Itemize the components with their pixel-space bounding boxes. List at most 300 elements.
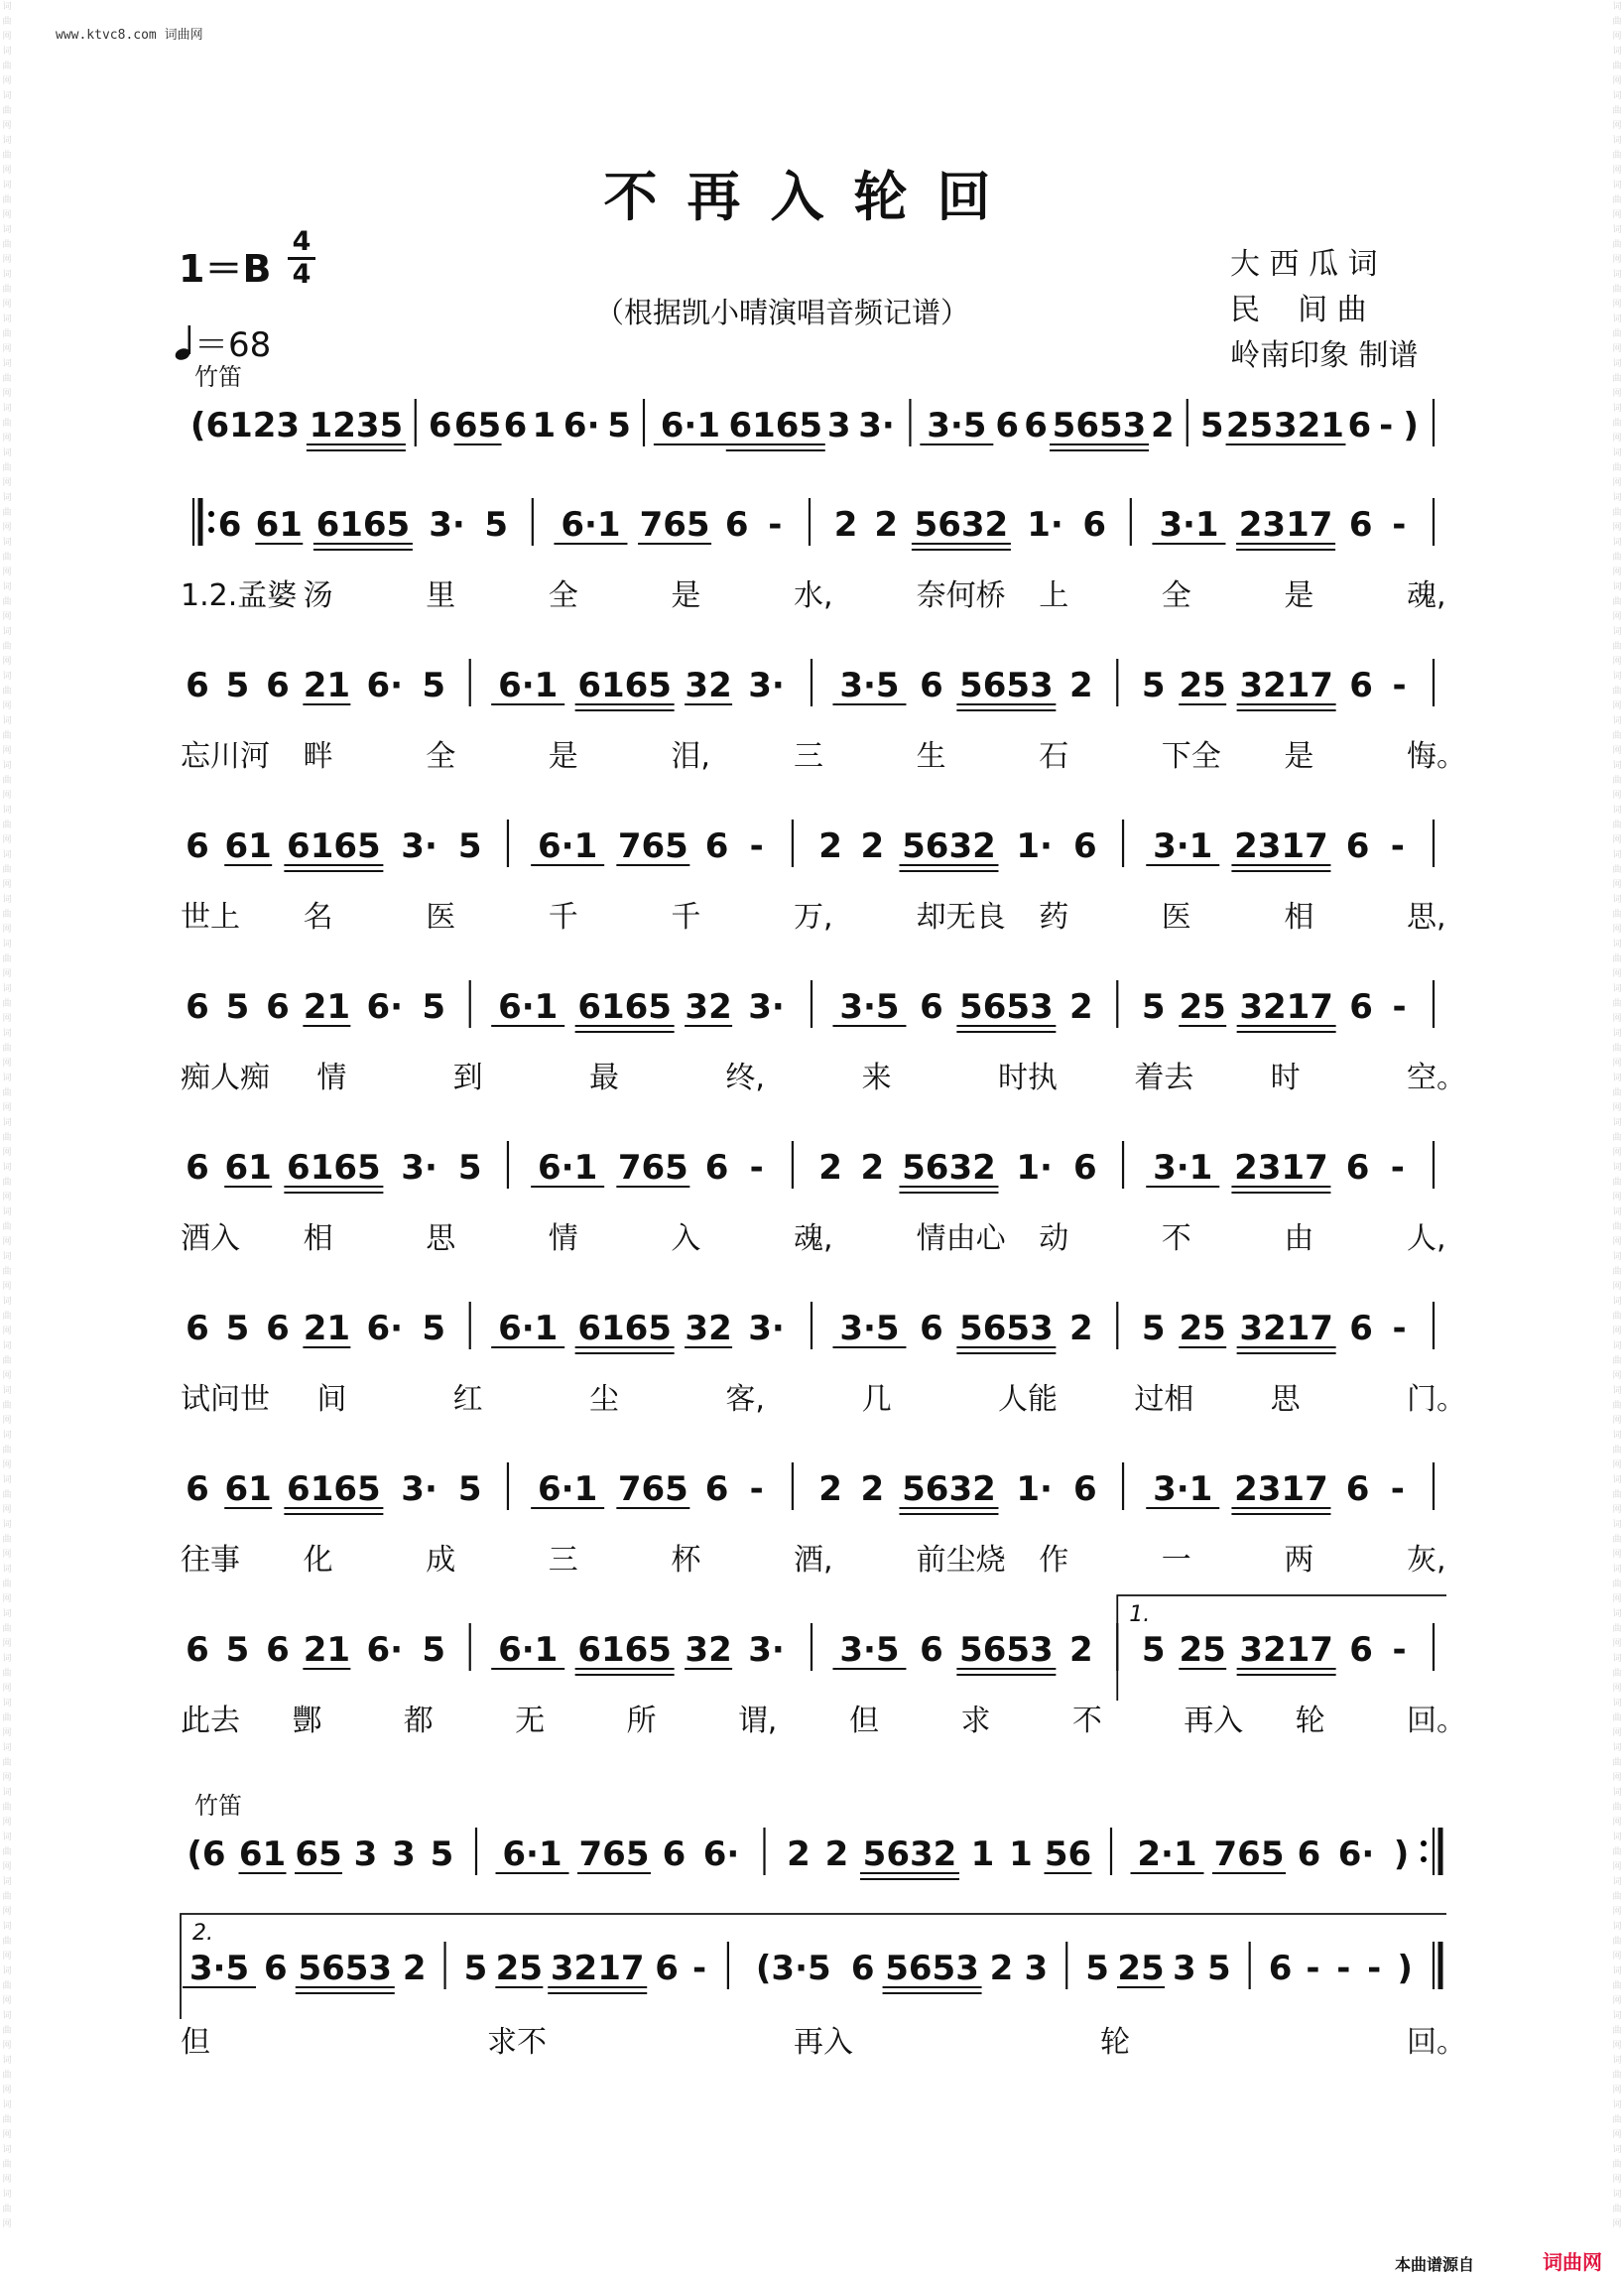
watermark-char: 网 (2, 434, 12, 443)
note-group: 3· (748, 666, 785, 705)
note-group: ) (1397, 1949, 1413, 1988)
note-group: 5 (422, 1309, 446, 1348)
watermark-char: 曲 (1612, 2160, 1622, 2170)
note-group: 5632 (862, 1834, 957, 1874)
note-group: 6· (366, 987, 404, 1027)
note-group: 6 (1345, 1148, 1370, 1188)
lyric-syllable: 石 (1039, 739, 1069, 774)
note-group: 6· (562, 406, 600, 445)
watermark-char: 词 (1612, 1207, 1622, 1217)
lyric-syllable: 泪, (671, 739, 710, 774)
watermark-char: 曲 (2, 1401, 12, 1411)
watermark-char: 曲 (2, 1937, 12, 1947)
note-group: 25 (1117, 1949, 1165, 1988)
watermark-char: 词 (1612, 2100, 1622, 2110)
note-group: 6165 (315, 505, 411, 545)
watermark-char: 词 (2, 359, 12, 369)
watermark-char: 词 (1612, 1833, 1622, 1842)
watermark-char: 词 (2, 1833, 12, 1842)
watermark-char: 网 (1612, 1237, 1622, 1247)
watermark-char: 曲 (2, 1446, 12, 1455)
watermark-char: 曲 (1612, 329, 1622, 339)
note-group: - (749, 1148, 764, 1188)
watermark-char: 词 (1612, 493, 1622, 503)
note-group: 3 (826, 406, 851, 445)
tempo-value: ＝68 (194, 325, 272, 365)
watermark-char: 网 (1612, 76, 1622, 86)
note-group: - (1392, 1309, 1407, 1348)
watermark-char: 词 (1612, 1788, 1622, 1798)
note-group: 2 (860, 826, 885, 866)
watermark-char: 词 (2, 404, 12, 414)
lyric-syllable: 几 (861, 1382, 892, 1417)
note-group: 3·5 (839, 1630, 900, 1670)
watermark-char: 曲 (1612, 910, 1622, 920)
watermark-char: 曲 (2, 954, 12, 964)
watermark-char: 网 (1612, 32, 1622, 42)
watermark-char: 曲 (1612, 1803, 1622, 1813)
watermark-char: 网 (2, 1996, 12, 2006)
watermark-char: 网 (2, 2130, 12, 2140)
watermark-char: 网 (2, 2219, 12, 2229)
watermark-char: 网 (1612, 746, 1622, 756)
watermark-char: 词 (2, 1609, 12, 1619)
watermark-char: 网 (2, 657, 12, 667)
lyric-syllable: 轮 (1100, 2025, 1130, 2060)
volta-second-ending-number: 2. (192, 1921, 213, 1946)
note-group: 6 (1268, 1949, 1293, 1988)
watermark-char: 词 (2, 1252, 12, 1262)
note-group: 6·1 (538, 826, 598, 866)
watermark-char: 词 (2, 270, 12, 280)
watermark-char: 词 (2, 448, 12, 458)
note-group: 6 (1073, 1469, 1097, 1509)
time-signature-top: 4 (292, 226, 312, 257)
watermark-char: 网 (2, 166, 12, 176)
watermark-char: 曲 (2, 776, 12, 786)
watermark-char: 词 (1612, 1654, 1622, 1664)
note-group: - (1392, 666, 1407, 705)
watermark-char: 曲 (1612, 1312, 1622, 1322)
note-group: 6· (702, 1834, 740, 1874)
watermark-char: 词 (1612, 1565, 1622, 1575)
watermark-char: 词 (2, 1520, 12, 1530)
lyric-syllable: 入 (671, 1221, 701, 1256)
watermark-char: 词 (1612, 538, 1622, 548)
watermark-char: 曲 (1612, 731, 1622, 741)
watermark-char: 曲 (2, 821, 12, 830)
watermark-char: 网 (1612, 2219, 1622, 2229)
note-group: 3217 (1239, 666, 1333, 705)
watermark-char: 网 (2, 1639, 12, 1649)
note-group: 32 (685, 987, 732, 1027)
note-group: 3 (1173, 1949, 1196, 1988)
watermark-char: 词 (2, 850, 12, 860)
watermark-char: 曲 (2, 419, 12, 429)
note-group: 6165 (577, 1630, 672, 1670)
lyric-syllable: 水, (794, 578, 833, 613)
note-group: 2 (1068, 987, 1093, 1027)
watermark-char: 词 (2, 47, 12, 57)
note-group: 6 (1082, 505, 1107, 545)
watermark-char: 曲 (1612, 1356, 1622, 1366)
watermark-char: 曲 (2, 1267, 12, 1277)
interlude-instrument-label: 竹笛 (194, 1792, 242, 1820)
lyric-syllable: 由 (1284, 1221, 1314, 1256)
note-group: 6· (366, 666, 404, 705)
lyric-syllable: 尘 (589, 1382, 619, 1417)
note-group: 765 (1213, 1834, 1285, 1874)
note-group: 5 (1141, 1309, 1166, 1348)
note-group: 21 (303, 1309, 351, 1348)
note-group: 6 (1349, 987, 1373, 1027)
watermark-char: 网 (1612, 791, 1622, 801)
watermark-char: 词 (1612, 895, 1622, 905)
lyric-syllable: 三 (794, 739, 823, 774)
lyric-syllable: 所 (626, 1704, 657, 1738)
note-group: 25 (495, 1949, 543, 1988)
note-group: 6·1 (498, 987, 559, 1027)
watermark-char: 词 (2, 2056, 12, 2066)
watermark-char: 曲 (2, 1847, 12, 1857)
lyric-syllable: 万, (794, 900, 833, 935)
lyric-syllable: 思, (1407, 900, 1446, 935)
lyric-syllable: 成 (426, 1543, 456, 1578)
lyric-syllable: 魂, (794, 1221, 833, 1256)
note-group: 6 (1345, 1469, 1370, 1509)
note-group: 6 (217, 505, 242, 545)
lyric-syllable: 无 (515, 1704, 546, 1738)
note-group: 3·5 (839, 987, 900, 1027)
watermark-char: 曲 (2, 1892, 12, 1902)
note-group: 6· (1337, 1834, 1375, 1874)
watermark-char: 网 (2, 300, 12, 310)
watermark-char: 网 (2, 523, 12, 533)
watermark-char: 曲 (2, 642, 12, 652)
note-group: 6· (366, 1630, 404, 1670)
watermark-char: 曲 (2, 374, 12, 384)
watermark-char: 词 (2, 1788, 12, 1798)
note-group: 5 (1199, 406, 1224, 445)
watermark-char: 词 (1612, 448, 1622, 458)
watermark-char: 词 (1612, 2011, 1622, 2021)
lyric-syllable: 千 (671, 900, 701, 935)
note-group: 6 (1349, 666, 1373, 705)
note-group: 61 (224, 1148, 272, 1188)
watermark-char: 曲 (1612, 954, 1622, 964)
watermark-char: 曲 (1612, 1178, 1622, 1188)
watermark-char: 曲 (2, 910, 12, 920)
watermark-char: 词 (1612, 806, 1622, 816)
watermark-char: 网 (2, 1684, 12, 1694)
watermark-char: 曲 (2, 1535, 12, 1545)
note-group: 3· (401, 1148, 437, 1188)
time-signature-bottom: 4 (292, 259, 312, 290)
note-group: 2317 (1238, 505, 1333, 545)
watermark-char: 词 (1612, 2190, 1622, 2200)
note-group: 6 (704, 1148, 729, 1188)
lyric-syllable: 情由心 (916, 1221, 1006, 1256)
watermark-char: 曲 (2, 106, 12, 116)
note-group: 5632 (914, 505, 1009, 545)
watermark-char: 词 (2, 1966, 12, 1976)
note-group: 5653 (959, 1309, 1054, 1348)
watermark-char: 曲 (2, 1981, 12, 1991)
note-group: 6165 (577, 666, 672, 705)
watermark-char: 词 (1612, 850, 1622, 860)
lyric-syllable: 最 (589, 1061, 619, 1095)
note-group: 6 (1024, 406, 1048, 445)
watermark-char: 网 (1612, 1059, 1622, 1069)
lyric-syllable: 里 (426, 578, 456, 613)
watermark-char: 词 (2, 1877, 12, 1887)
lyric-syllable: 相 (1284, 900, 1314, 935)
watermark-char: 词 (1612, 2145, 1622, 2155)
lyric-syllable: 情 (548, 1221, 578, 1256)
watermark-char: 词 (2, 984, 12, 994)
note-group: 2 (833, 505, 858, 545)
lyric-syllable: 忘川河 (181, 739, 270, 774)
watermark-char: 曲 (1612, 1044, 1622, 1054)
watermark-char: 曲 (2, 687, 12, 696)
note-group: 6 (266, 1309, 290, 1348)
watermark-char: 网 (2, 255, 12, 265)
watermark-char: 词 (1612, 1922, 1622, 1932)
lyric-syllable: 但 (181, 2025, 210, 2060)
note-group: - (1390, 1148, 1405, 1188)
watermark-char: 词 (2, 136, 12, 146)
note-group: 2 (818, 826, 842, 866)
watermark-char: 曲 (1612, 687, 1622, 696)
watermark-char: 网 (2, 1594, 12, 1604)
note-group: 5 (1141, 666, 1166, 705)
watermark-char: 网 (1612, 1416, 1622, 1426)
lyric-syllable: 往事 (181, 1543, 240, 1578)
watermark-char: 曲 (1612, 553, 1622, 563)
watermark-char: 网 (1612, 344, 1622, 354)
note-group: 5 (457, 1469, 482, 1509)
watermark-char: 曲 (1612, 285, 1622, 295)
transcription-note: （根据凯小晴演唱音频记谱） (595, 296, 970, 329)
watermark-char: 曲 (2, 1356, 12, 1366)
site-logo: 词曲网 (1543, 2250, 1602, 2274)
watermark-char: 词 (1612, 1074, 1622, 1083)
note-group: 3· (748, 987, 785, 1027)
watermark-char: 词 (1612, 1163, 1622, 1173)
note-group: 321 (1273, 406, 1344, 445)
note-group: 1· (1016, 1148, 1053, 1188)
watermark-char: 曲 (2, 2160, 12, 2170)
watermark-char: 网 (2, 1818, 12, 1828)
lyric-syllable: 求不 (487, 2025, 547, 2060)
note-group: 765 (617, 1148, 688, 1188)
watermark-char: 词 (2, 1386, 12, 1396)
watermark-char: 网 (2, 1103, 12, 1113)
note-group: 6165 (287, 1469, 381, 1509)
watermark-char: 网 (2, 478, 12, 488)
watermark-char: 曲 (1612, 1669, 1622, 1679)
note-group: 6 (920, 1630, 943, 1670)
note-group: - (1306, 1949, 1320, 1988)
watermark-char: 网 (2, 1952, 12, 1961)
watermark-char: 词 (2, 1029, 12, 1039)
note-group: 6165 (287, 1148, 381, 1188)
lyric-syllable: 悔。 (1407, 739, 1466, 774)
note-group: - (1336, 1949, 1351, 1988)
note-group: 6 (920, 987, 943, 1027)
note-group: 6 (995, 406, 1020, 445)
lyric-syllable: 灰, (1407, 1543, 1446, 1578)
watermark-char: 曲 (1612, 865, 1622, 875)
watermark-char: 曲 (2, 1178, 12, 1188)
watermark-char: 词 (2, 2, 12, 12)
lyric-syllable: 相 (303, 1221, 333, 1256)
note-group: 5653 (1052, 406, 1147, 445)
watermark-char: 词 (2, 91, 12, 101)
watermark-char: 词 (1612, 1297, 1622, 1307)
watermark-char: 词 (1612, 181, 1622, 190)
watermark-char: 词 (1612, 136, 1622, 146)
watermark-char: 词 (2, 2011, 12, 2021)
note-group: 1 (532, 406, 557, 445)
lyric-syllable: 空。 (1407, 1061, 1466, 1095)
watermark-char: 曲 (1612, 1758, 1622, 1768)
watermark-char: 词 (2, 181, 12, 190)
watermark-char: 词 (1612, 2056, 1622, 2066)
note-group: 1235 (309, 406, 404, 445)
watermark-char: 曲 (2, 1669, 12, 1679)
note-group: 765 (617, 1469, 688, 1509)
repeat-dot (208, 511, 214, 517)
note-group: 6·1 (498, 666, 559, 705)
note-group: 25 (1179, 666, 1226, 705)
note-group: 6 (186, 987, 209, 1027)
note-group: 6 (920, 666, 943, 705)
note-group: - (749, 826, 764, 866)
watermark-char: 曲 (1612, 1981, 1622, 1991)
note-group: ) (1403, 406, 1419, 445)
note-group: 6 (704, 826, 729, 866)
watermark-char: 词 (2, 2145, 12, 2155)
watermark-char: 网 (1612, 1639, 1622, 1649)
watermark-char: 网 (1612, 300, 1622, 310)
note-group: 2317 (1234, 826, 1328, 866)
watermark-char: 词 (1612, 1475, 1622, 1485)
note-group: 6 (1349, 1309, 1373, 1348)
watermark-char: 网 (1612, 1460, 1622, 1470)
note-group: 61 (238, 1834, 287, 1874)
watermark-char: 网 (2, 568, 12, 577)
note-group: 6 (1347, 406, 1372, 445)
watermark-char: 曲 (1612, 1446, 1622, 1455)
note-group: 2317 (1234, 1148, 1328, 1188)
watermark-char: 曲 (1612, 999, 1622, 1009)
note-group: 3·1 (1153, 826, 1213, 866)
watermark-char: 曲 (1612, 106, 1622, 116)
note-group: 3217 (1239, 987, 1333, 1027)
note-group: 32 (685, 1630, 732, 1670)
lyric-syllable: 门。 (1407, 1382, 1466, 1417)
note-group: 6165 (287, 826, 381, 866)
note-group: 5 (225, 1309, 250, 1348)
watermark-char: 网 (2, 1327, 12, 1336)
lyric-syllable: 试问世 (181, 1382, 270, 1417)
lyric-syllable: 间 (316, 1382, 347, 1417)
watermark-char: 网 (1612, 1907, 1622, 1917)
watermark-char: 词 (2, 1743, 12, 1753)
watermark-char: 词 (1612, 270, 1622, 280)
note-group: 3·1 (1153, 1469, 1213, 1509)
arranger-credit: 岭南印象 制谱 (1230, 338, 1419, 373)
watermark-char: 网 (2, 2041, 12, 2051)
watermark-char: 网 (1612, 969, 1622, 979)
note-group: 3·1 (1159, 505, 1219, 545)
watermark-char: 曲 (1612, 2115, 1622, 2125)
watermark-char: 曲 (2, 2115, 12, 2125)
watermark-char: 词 (1612, 47, 1622, 57)
note-group: 1 (970, 1834, 995, 1874)
watermark-char: 网 (1612, 1327, 1622, 1336)
lyric-syllable: 是 (1284, 578, 1314, 613)
lyric-syllable: 再入 (794, 2025, 853, 2060)
note-group: 6· (366, 1309, 404, 1348)
lyric-syllable: 酒入 (181, 1221, 240, 1256)
song-title: 不再入轮回 (603, 165, 1021, 228)
watermark-char: 曲 (2, 1624, 12, 1634)
watermark-char: 网 (2, 1416, 12, 1426)
note-group: 6165 (728, 406, 823, 445)
lyric-syllable: 时执 (998, 1061, 1058, 1095)
watermark-char: 词 (1612, 672, 1622, 682)
note-group: 6 (655, 1949, 679, 1988)
note-group: 5632 (902, 826, 996, 866)
note-group: 6 (186, 1630, 209, 1670)
watermark-char: 网 (1612, 880, 1622, 890)
watermark-char: 网 (1612, 1684, 1622, 1694)
watermark-char: 词 (1612, 359, 1622, 369)
lyric-syllable: 但 (849, 1704, 880, 1738)
watermark-char: 词 (1612, 2, 1622, 12)
watermark-char: 词 (1612, 1743, 1622, 1753)
watermark-char: 网 (1612, 1952, 1622, 1961)
watermark-char: 词 (2, 1118, 12, 1128)
watermark-char: 曲 (1612, 776, 1622, 786)
watermark-char: 曲 (1612, 2026, 1622, 2036)
watermark-char: 曲 (1612, 374, 1622, 384)
watermark-char: 词 (2, 1207, 12, 1217)
note-group: - (768, 505, 783, 545)
lyric-syllable: 杯 (671, 1543, 701, 1578)
note-group: 1 (1009, 1834, 1033, 1874)
watermark-char: 词 (1612, 1699, 1622, 1708)
watermark-char: 曲 (2, 240, 12, 250)
lyric-syllable: 都 (403, 1704, 434, 1738)
lyric-syllable: 魂, (1407, 578, 1446, 613)
watermark-char: 网 (2, 1193, 12, 1202)
watermark-char: 网 (2, 1728, 12, 1738)
key-signature: 1＝B (179, 247, 272, 291)
watermark-char: 词 (2, 716, 12, 726)
watermark-char: 网 (1612, 835, 1622, 845)
watermark-char: 网 (2, 701, 12, 711)
watermark-char: 曲 (2, 1490, 12, 1500)
note-group: - (1379, 406, 1394, 445)
note-group: 765 (617, 826, 688, 866)
watermark-char: 网 (2, 1014, 12, 1024)
note-group: 1· (1016, 826, 1053, 866)
note-group: - (749, 1469, 764, 1509)
watermark-char: 网 (2, 1550, 12, 1560)
